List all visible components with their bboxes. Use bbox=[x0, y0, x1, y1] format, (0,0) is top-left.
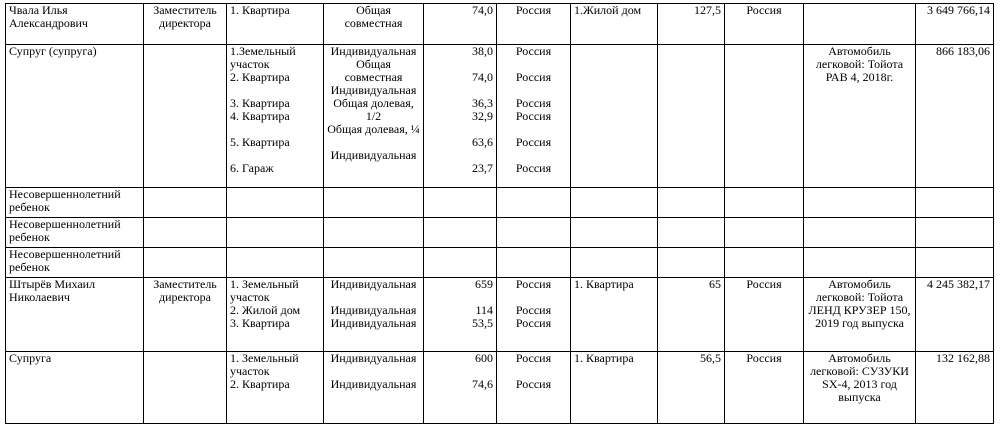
owned-object-cell bbox=[227, 248, 324, 278]
cell-line: 600 bbox=[475, 351, 493, 365]
owned-object-cell bbox=[227, 218, 324, 248]
table-row bbox=[6, 278, 994, 352]
cell-line: 63,6 bbox=[472, 135, 493, 149]
owned-area-cell bbox=[424, 218, 497, 248]
cell-line: Общая долевая, 1/2 bbox=[333, 96, 414, 123]
owner-name-cell: Несовершеннолетний ребенок bbox=[6, 188, 144, 218]
owned-area-cell bbox=[424, 45, 497, 188]
table-row bbox=[6, 218, 994, 248]
cell-line: Индивидуальная bbox=[330, 44, 417, 58]
owned-area-cell bbox=[424, 248, 497, 278]
ownership-type-cell bbox=[324, 4, 424, 45]
ownership-type-cell bbox=[324, 188, 424, 218]
ownership-type-cell bbox=[324, 218, 424, 248]
cell-line: 659 bbox=[475, 277, 493, 291]
used-country-cell bbox=[725, 278, 804, 352]
owned-area-cell bbox=[424, 188, 497, 218]
ownership-type-cell bbox=[324, 45, 424, 188]
cell-line: Россия bbox=[515, 135, 552, 149]
owner-name-cell: Штырёв Михаил Николаевич bbox=[6, 278, 144, 352]
table-row bbox=[6, 352, 994, 424]
cell-line: 53,5 bbox=[472, 316, 493, 330]
cell-line: 32,9 bbox=[472, 109, 493, 123]
ownership-type-cell bbox=[324, 248, 424, 278]
used-object-cell bbox=[571, 188, 658, 218]
used-area-cell bbox=[658, 248, 725, 278]
owned-area-cell bbox=[424, 4, 497, 45]
used-object-cell bbox=[571, 45, 658, 188]
vehicle-cell bbox=[804, 4, 916, 45]
cell-line: Россия bbox=[515, 316, 552, 330]
used-area-cell bbox=[658, 4, 725, 45]
cell-line: Общая совместная bbox=[344, 57, 403, 84]
cell-line: Индивидуальная bbox=[330, 377, 417, 391]
owned-area-cell bbox=[424, 278, 497, 352]
cell-line: 114 bbox=[475, 303, 493, 317]
position-cell bbox=[144, 45, 227, 188]
cell-line: 1. Квартира bbox=[574, 277, 634, 291]
used-country-cell bbox=[725, 352, 804, 424]
vehicle-cell bbox=[804, 188, 916, 218]
table-body bbox=[6, 4, 994, 424]
owned-object-cell bbox=[227, 4, 324, 45]
cell-line: Россия bbox=[515, 3, 552, 17]
position-cell: Заместитель директора bbox=[144, 278, 227, 352]
cell-line: Россия bbox=[515, 377, 552, 391]
cell-line: 65 bbox=[709, 277, 721, 291]
used-object-cell bbox=[571, 248, 658, 278]
cell-line: 5. Квартира bbox=[230, 135, 290, 149]
income-cell: 866 183,06 bbox=[916, 45, 994, 188]
income-cell bbox=[916, 188, 994, 218]
owned-object-cell bbox=[227, 278, 324, 352]
position-cell bbox=[144, 352, 227, 424]
used-country-cell bbox=[725, 4, 804, 45]
vehicle-cell: Автомобиль легковой: Тойота ЛЕНД КРУЗЕР 150, 2019 год выпуска bbox=[804, 278, 916, 352]
owned-object-cell bbox=[227, 188, 324, 218]
cell-line: Россия bbox=[515, 44, 552, 58]
vehicle-cell: Автомобиль легковой: Тойота РАВ 4, 2018г. bbox=[804, 45, 916, 188]
table-row bbox=[6, 188, 994, 218]
cell-line: 1. Квартира bbox=[574, 351, 634, 365]
cell-line: Индивидуальная bbox=[330, 351, 417, 365]
cell-line: Россия bbox=[515, 70, 552, 84]
cell-line: 74,6 bbox=[472, 377, 493, 391]
cell-line: 6. Гараж bbox=[230, 161, 274, 175]
cell-line: Россия bbox=[515, 161, 552, 175]
cell-line: 23,7 bbox=[472, 161, 493, 175]
position-cell bbox=[144, 188, 227, 218]
vehicle-cell: Автомобиль легковой: СУЗУКИ SX-4, 2013 год выпуска bbox=[804, 352, 916, 424]
owned-country-cell bbox=[497, 248, 571, 278]
vehicle-cell bbox=[804, 248, 916, 278]
table-row bbox=[6, 4, 994, 45]
cell-line: Россия bbox=[515, 277, 552, 291]
income-cell: 3 649 766,14 bbox=[916, 4, 994, 45]
cell-line: Россия bbox=[746, 277, 782, 291]
used-country-cell bbox=[725, 248, 804, 278]
cell-line: 3. Квартира bbox=[230, 316, 290, 330]
cell-line: 2. Квартира bbox=[230, 377, 290, 391]
table-row bbox=[6, 248, 994, 278]
cell-line: Россия bbox=[746, 3, 782, 17]
cell-line: 1. Земельный участок bbox=[230, 277, 299, 304]
cell-line: Общая совместная bbox=[344, 3, 403, 30]
owner-name-cell: Супруг (супруга) bbox=[6, 45, 144, 188]
owner-name-cell: Супруга bbox=[6, 352, 144, 424]
position-cell bbox=[144, 218, 227, 248]
income-cell bbox=[916, 248, 994, 278]
used-object-cell bbox=[571, 352, 658, 424]
used-area-cell bbox=[658, 188, 725, 218]
cell-line: 1. Земельный участок bbox=[230, 351, 299, 378]
cell-line: 56,5 bbox=[700, 351, 721, 365]
used-country-cell bbox=[725, 188, 804, 218]
cell-line: Индивидуальная bbox=[330, 83, 417, 97]
cell-line: 74,0 bbox=[472, 70, 493, 84]
table-row bbox=[6, 45, 994, 188]
ownership-type-cell bbox=[324, 278, 424, 352]
owned-country-cell bbox=[497, 218, 571, 248]
cell-line: 3. Квартира bbox=[230, 96, 290, 110]
income-cell: 132 162,88 bbox=[916, 352, 994, 424]
used-country-cell bbox=[725, 45, 804, 188]
cell-line: Индивидуальная bbox=[330, 316, 417, 330]
owned-country-cell bbox=[497, 352, 571, 424]
cell-line: 1.Жилой дом bbox=[574, 3, 642, 17]
declarations-table bbox=[5, 3, 994, 424]
owned-area-cell bbox=[424, 352, 497, 424]
owned-object-cell bbox=[227, 352, 324, 424]
cell-line: Индивидуальная bbox=[330, 148, 417, 162]
cell-line: 74,0 bbox=[472, 3, 493, 17]
used-object-cell bbox=[571, 4, 658, 45]
cell-line: 1. Квартира bbox=[230, 3, 290, 17]
cell-line: Россия bbox=[515, 351, 552, 365]
income-cell bbox=[916, 218, 994, 248]
cell-line: 36,3 bbox=[472, 96, 493, 110]
cell-line: Россия bbox=[746, 351, 782, 365]
owned-country-cell bbox=[497, 278, 571, 352]
cell-line: Общая долевая, ¼ bbox=[327, 122, 420, 136]
used-object-cell bbox=[571, 278, 658, 352]
used-object-cell bbox=[571, 218, 658, 248]
position-cell bbox=[144, 248, 227, 278]
cell-line: 1.Земельный участок bbox=[230, 44, 296, 71]
owner-name-cell: Несовершеннолетний ребенок bbox=[6, 248, 144, 278]
owned-country-cell bbox=[497, 188, 571, 218]
cell-line: Индивидуальная bbox=[330, 277, 417, 291]
cell-line: 127,5 bbox=[694, 3, 721, 17]
cell-line: Россия bbox=[515, 109, 552, 123]
vehicle-cell bbox=[804, 218, 916, 248]
used-area-cell bbox=[658, 218, 725, 248]
owned-country-cell bbox=[497, 4, 571, 45]
owned-country-cell bbox=[497, 45, 571, 188]
cell-line: 4. Квартира bbox=[230, 109, 290, 123]
owner-name-cell: Несовершеннолетний ребенок bbox=[6, 218, 144, 248]
used-area-cell bbox=[658, 352, 725, 424]
cell-line: Россия bbox=[515, 96, 552, 110]
cell-line: 2. Квартира bbox=[230, 70, 290, 84]
position-cell: Заместитель директора bbox=[144, 4, 227, 45]
cell-line: Россия bbox=[515, 303, 552, 317]
ownership-type-cell bbox=[324, 352, 424, 424]
used-country-cell bbox=[725, 218, 804, 248]
used-area-cell bbox=[658, 45, 725, 188]
used-area-cell bbox=[658, 278, 725, 352]
cell-line: Индивидуальная bbox=[330, 303, 417, 317]
cell-line: 38,0 bbox=[472, 44, 493, 58]
owned-object-cell bbox=[227, 45, 324, 188]
owner-name-cell: Чвала Илья Александрович bbox=[6, 4, 144, 45]
income-cell: 4 245 382,17 bbox=[916, 278, 994, 352]
cell-line: 2. Жилой дом bbox=[230, 303, 301, 317]
